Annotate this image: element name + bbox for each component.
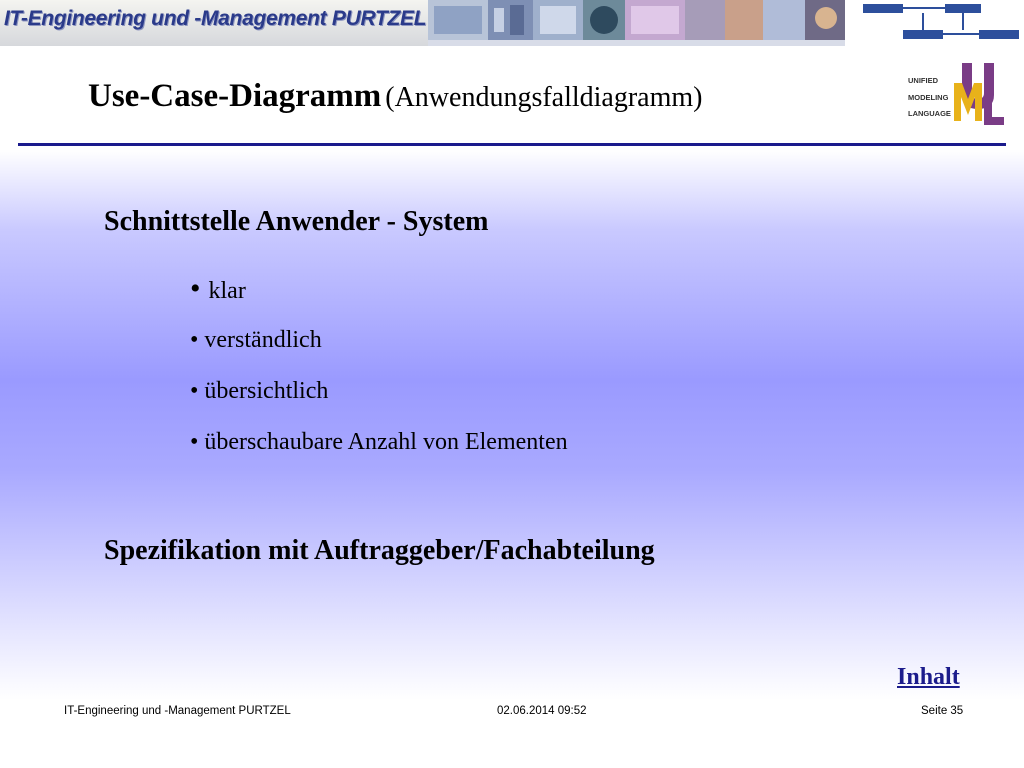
- banner-image-strip: [428, 0, 845, 40]
- footer-datetime: 02.06.2014 09:52: [497, 705, 587, 717]
- title-subtitle: (Anwendungsfalldiagramm): [385, 82, 703, 113]
- diagram-icon: [845, 0, 1024, 46]
- bullet-item: [190, 327, 322, 354]
- bullet-item: [190, 378, 328, 405]
- section-heading-specification: Spezifikation mit Auftraggeber/Fachabteilung: [104, 535, 655, 566]
- uml-logo-text-1: UNIFIED: [908, 76, 938, 85]
- bullet-text: übersichtlich: [204, 378, 329, 404]
- footer-company: IT-Engineering und -Management PURTZEL: [64, 705, 291, 717]
- inhalt-link[interactable]: Inhalt: [897, 664, 960, 690]
- banner-title-area: [0, 0, 428, 46]
- banner-title: IT-Engineering und -Management PURTZEL: [4, 7, 427, 30]
- title-main: Use-Case-Diagramm: [88, 78, 382, 114]
- bullet-dot: •: [190, 429, 199, 455]
- bullet-text: klar: [208, 278, 246, 304]
- bullet-item: [190, 429, 568, 456]
- section-heading-interface: Schnittstelle Anwender - System: [104, 206, 489, 237]
- bullet-dot: •: [190, 272, 201, 305]
- bullet-dot: •: [190, 327, 199, 353]
- slide-title: [88, 78, 703, 115]
- title-underline: [18, 143, 1006, 146]
- uml-logo-icon: [904, 59, 1007, 131]
- header-banner: [0, 0, 1024, 46]
- bullet-text: überschaubare Anzahl von Elementen: [204, 429, 568, 455]
- bullet-dot: •: [190, 378, 199, 404]
- uml-logo-text-3: LANGUAGE: [908, 109, 951, 118]
- uml-logo-text-2: MODELING: [908, 93, 949, 102]
- banner-diagram: [845, 0, 1024, 46]
- bullet-text: verständlich: [204, 327, 322, 353]
- bullet-item: [190, 272, 246, 306]
- footer-page-number: Seite 35: [921, 705, 964, 717]
